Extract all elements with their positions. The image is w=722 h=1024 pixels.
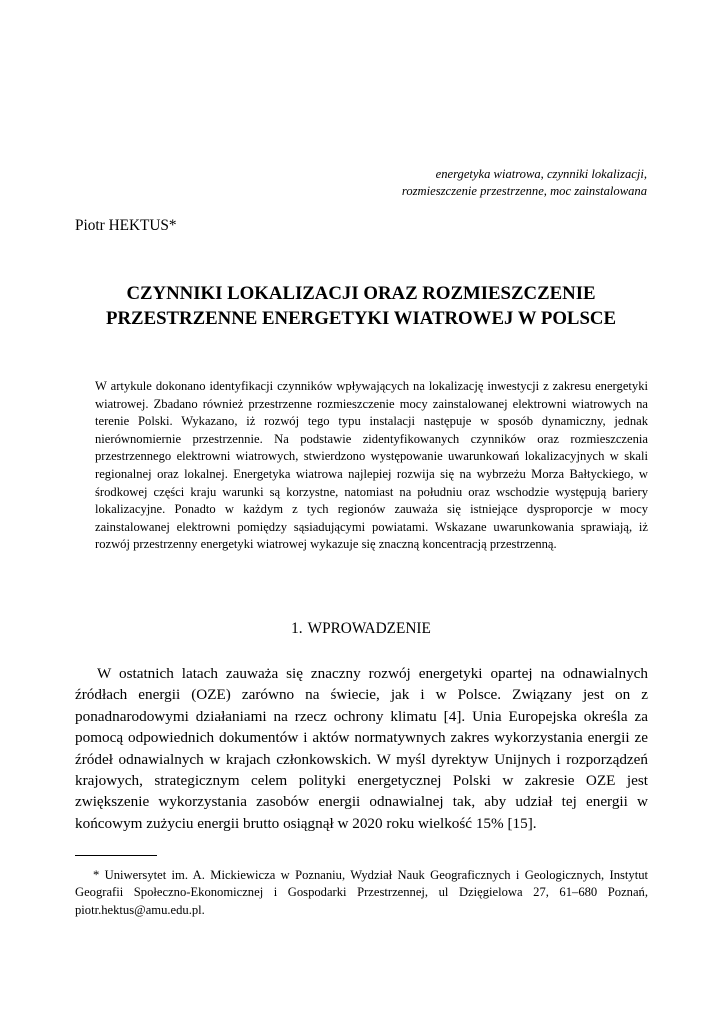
title-line-1: CZYNNIKI LOKALIZACJI ORAZ ROZMIESZCZENIE xyxy=(126,283,596,304)
title-line-2: PRZESTRZENNE ENERGETYKI WIATROWEJ W POLSCE xyxy=(106,308,616,329)
body-paragraph: W ostatnich latach zauważa się znaczny rozwój energetyki opartej na odnawialnych źródłach energii (OZE) zarówno na świecie, jak i w Polsce. Związany jest on z ponadnarodowymi działaniami na rzecz ochrony klimatu [4]. Unia Europejska określa za pomocą odpowiednich dokumentów i aktów normatywnych zakres wykorzystania energii ze źródeł odnawialnych w krajach członkowskich. W myśl dyrektyw Unijnych i rozporządzeń krajowych, strategicznym celem polityki energetycznej Polski w zakresie OZE jest zwiększenie wykorzystania zasobów energii odnawialnej tak, aby udział tej energii w końcowym zużyciu energii brutto osiągnął w 2020 roku wielkość 15% [15]. xyxy=(75,665,648,832)
footnote-divider xyxy=(75,855,157,856)
section-heading xyxy=(75,619,647,639)
keywords xyxy=(87,166,647,200)
abstract: W artykule dokonano identyfikacji czynników wpływających na lokalizację inwestycji z zakresu energetyki wiatrowej. Zbadano również przestrzenne rozmieszczenie mocy zainstalowanej elektrowni wiatrowych na terenie Polski. Wykazano, iż rozwój tego typu instalacji następuje w sposób dynamiczny, jednak nierównomiernie przestrzennie. Na podstawie zidentyfikowanych czynników oraz rozmieszczenia przestrzennego elektrowni wiatrowych, stwierdzono występowanie uwarunkowań lokalizacyjnych w skali regionalnej oraz lokalnej. Energetyka wiatrowa najlepiej rozwija się na wybrzeżu Morza Bałtyckiego, w środkowej części kraju warunki są korzystne, natomiast na południu oraz wschodzie występują bariery lokalizacyjne. Ponadto w każdym z tych regionów zauważa się istniejące dysproporcje w mocy zainstalowanej elektrowni pomiędzy sąsiadującymi powiatami. Wskazane uwarunkowania sprawiają, iż rozwój przestrzenny energetyki wiatrowej wykazuje się znaczną koncentracją przestrzenną. xyxy=(95,379,648,552)
author-name: Piotr HEKTUS* xyxy=(75,217,177,234)
author-affiliation-footnote: * Uniwersytet im. A. Mickiewicza w Poznaniu, Wydział Nauk Geograficznych i Geologicznych, Instytut Geografii Społeczno-Ekonomicznej i Gospodarki Przestrzennej, ul Dzięgielowa 27, 61–680 Poznań, piotr.hektus@amu.edu.pl. xyxy=(75,868,648,917)
section-title: WPROWADZENIE xyxy=(307,620,431,637)
section-number: 1. xyxy=(291,620,303,637)
keywords-line-2: rozmieszczenie przestrzenne, moc zainstalowana xyxy=(401,184,647,198)
keywords-line-1: energetyka wiatrowa, czynniki lokalizacji, xyxy=(435,167,647,181)
paper-title xyxy=(75,281,647,331)
